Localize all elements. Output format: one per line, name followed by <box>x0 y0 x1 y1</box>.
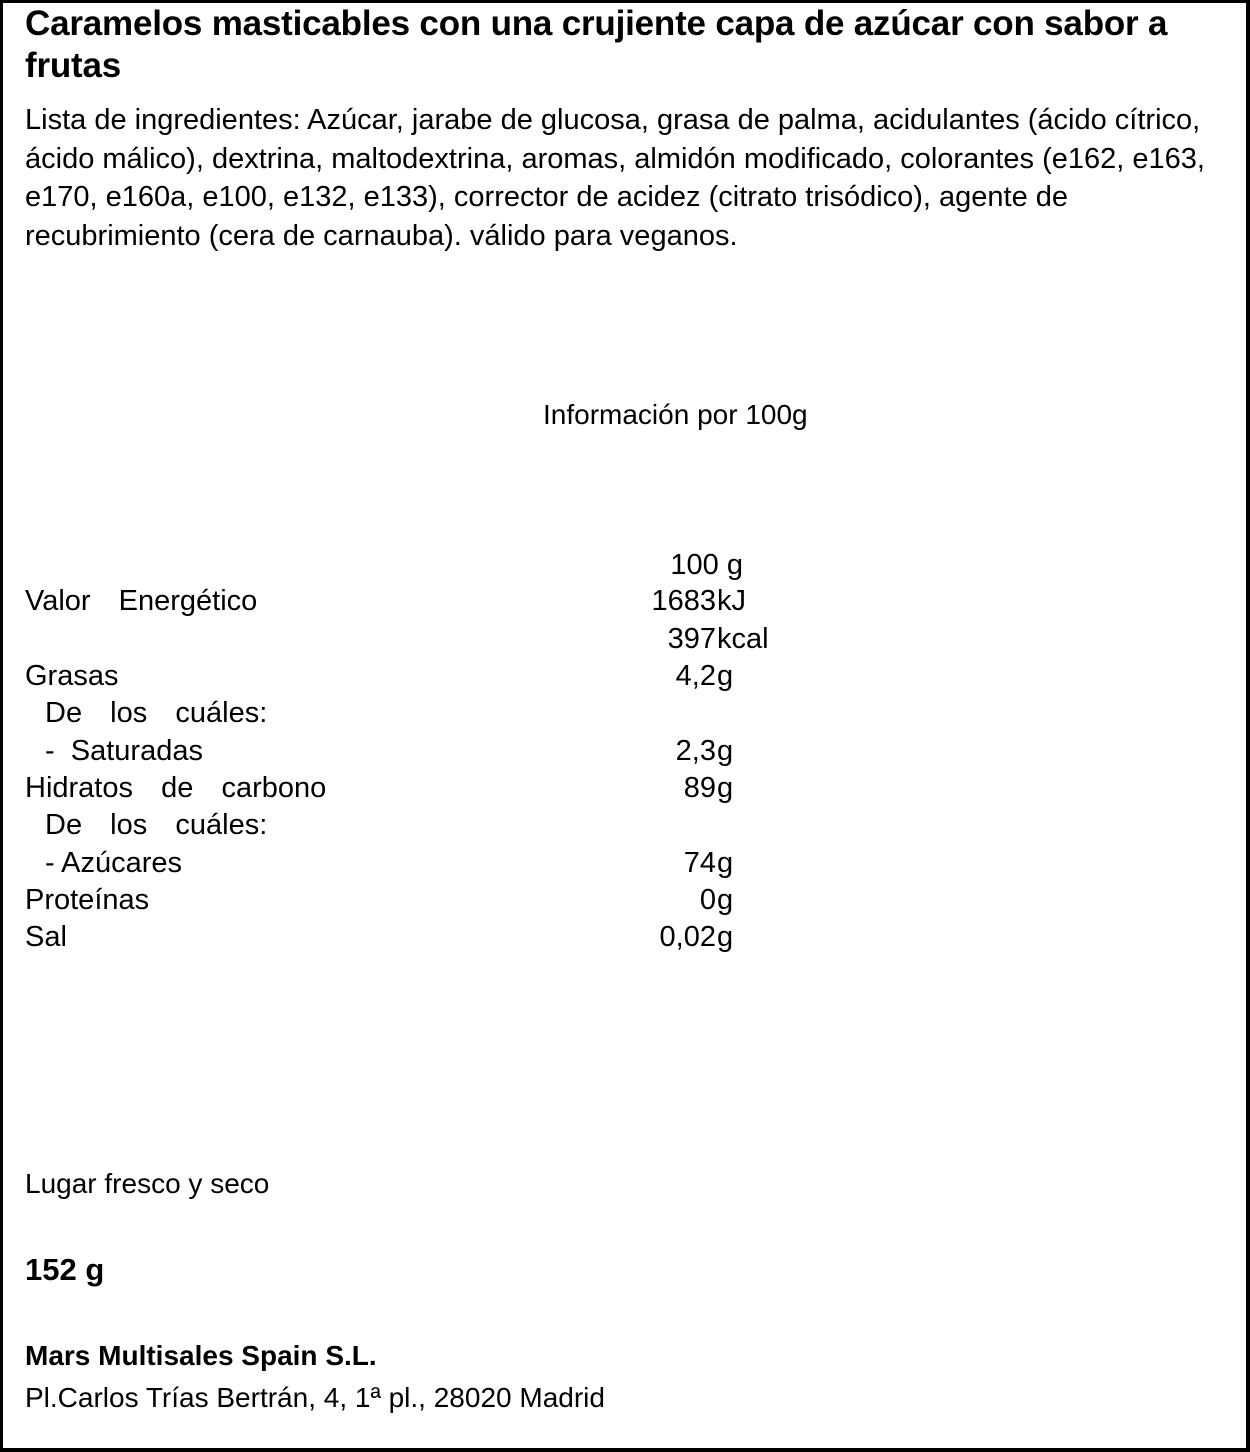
nutrition-row-unit: g <box>717 735 734 767</box>
nutrition-row-value: 4,2 <box>675 660 716 692</box>
nutrition-row-unit: kcal <box>717 623 769 655</box>
nutrition-row-label: Hidratos de carbono <box>25 772 327 804</box>
nutrition-row-label: Valor Energético <box>25 585 258 617</box>
nutrition-column-header: 100 g <box>670 549 743 581</box>
nutrition-row-value: 0 <box>699 884 716 916</box>
nutrition-row-value: 397 <box>667 623 716 655</box>
nutrition-row-unit: g <box>717 921 734 953</box>
nutrition-row-unit: g <box>717 772 734 804</box>
nutrition-row-label: De los cuáles: <box>45 809 268 841</box>
ingredients-list: Lista de ingredientes: Azúcar, jarabe de glucosa, grasa de palma, acidulantes (ácido cítrico, ácido málico), dextrina, maltodextrina, aromas, almidón modificado, colorantes (e162, e163, e170, e160a, e100, e132, e133), corrector de acidez (citrato trisódico), agente de recubrimiento (cera de carnauba). válido para veganos. <box>25 104 1205 252</box>
nutrition-row-label: Grasas <box>25 660 119 692</box>
product-title: Caramelos masticables con una crujiente capa de azúcar con sabor a frutas <box>25 4 1168 85</box>
nutrition-row-unit: g <box>717 847 734 879</box>
nutrition-row-label: - Saturadas <box>45 735 203 767</box>
nutrition-heading: Información por 100g <box>543 399 808 430</box>
nutrition-row-value: 89 <box>683 772 716 804</box>
net-weight: 152 g <box>25 1252 105 1287</box>
nutrition-row-unit: g <box>717 660 734 692</box>
nutrition-row-label: Proteínas <box>25 884 150 916</box>
nutrition-row-unit: g <box>717 884 734 916</box>
nutrition-row-label: De los cuáles: <box>45 697 268 729</box>
nutrition-row-value: 2,3 <box>675 735 716 767</box>
nutrition-row-value: 74 <box>683 847 716 879</box>
company-name: Mars Multisales Spain S.L. <box>25 1340 377 1371</box>
nutrition-row-value: 0,02 <box>659 921 716 953</box>
nutrition-row-value: 1683 <box>651 585 716 617</box>
nutrition-row-unit: kJ <box>717 585 746 617</box>
storage-instructions: Lugar fresco y seco <box>25 1168 270 1199</box>
nutrition-row-label: - Azúcares <box>45 847 182 879</box>
nutrition-row-label: Sal <box>25 921 67 953</box>
company-address: Pl.Carlos Trías Bertrán, 4, 1ª pl., 28020 Madrid <box>25 1382 605 1413</box>
